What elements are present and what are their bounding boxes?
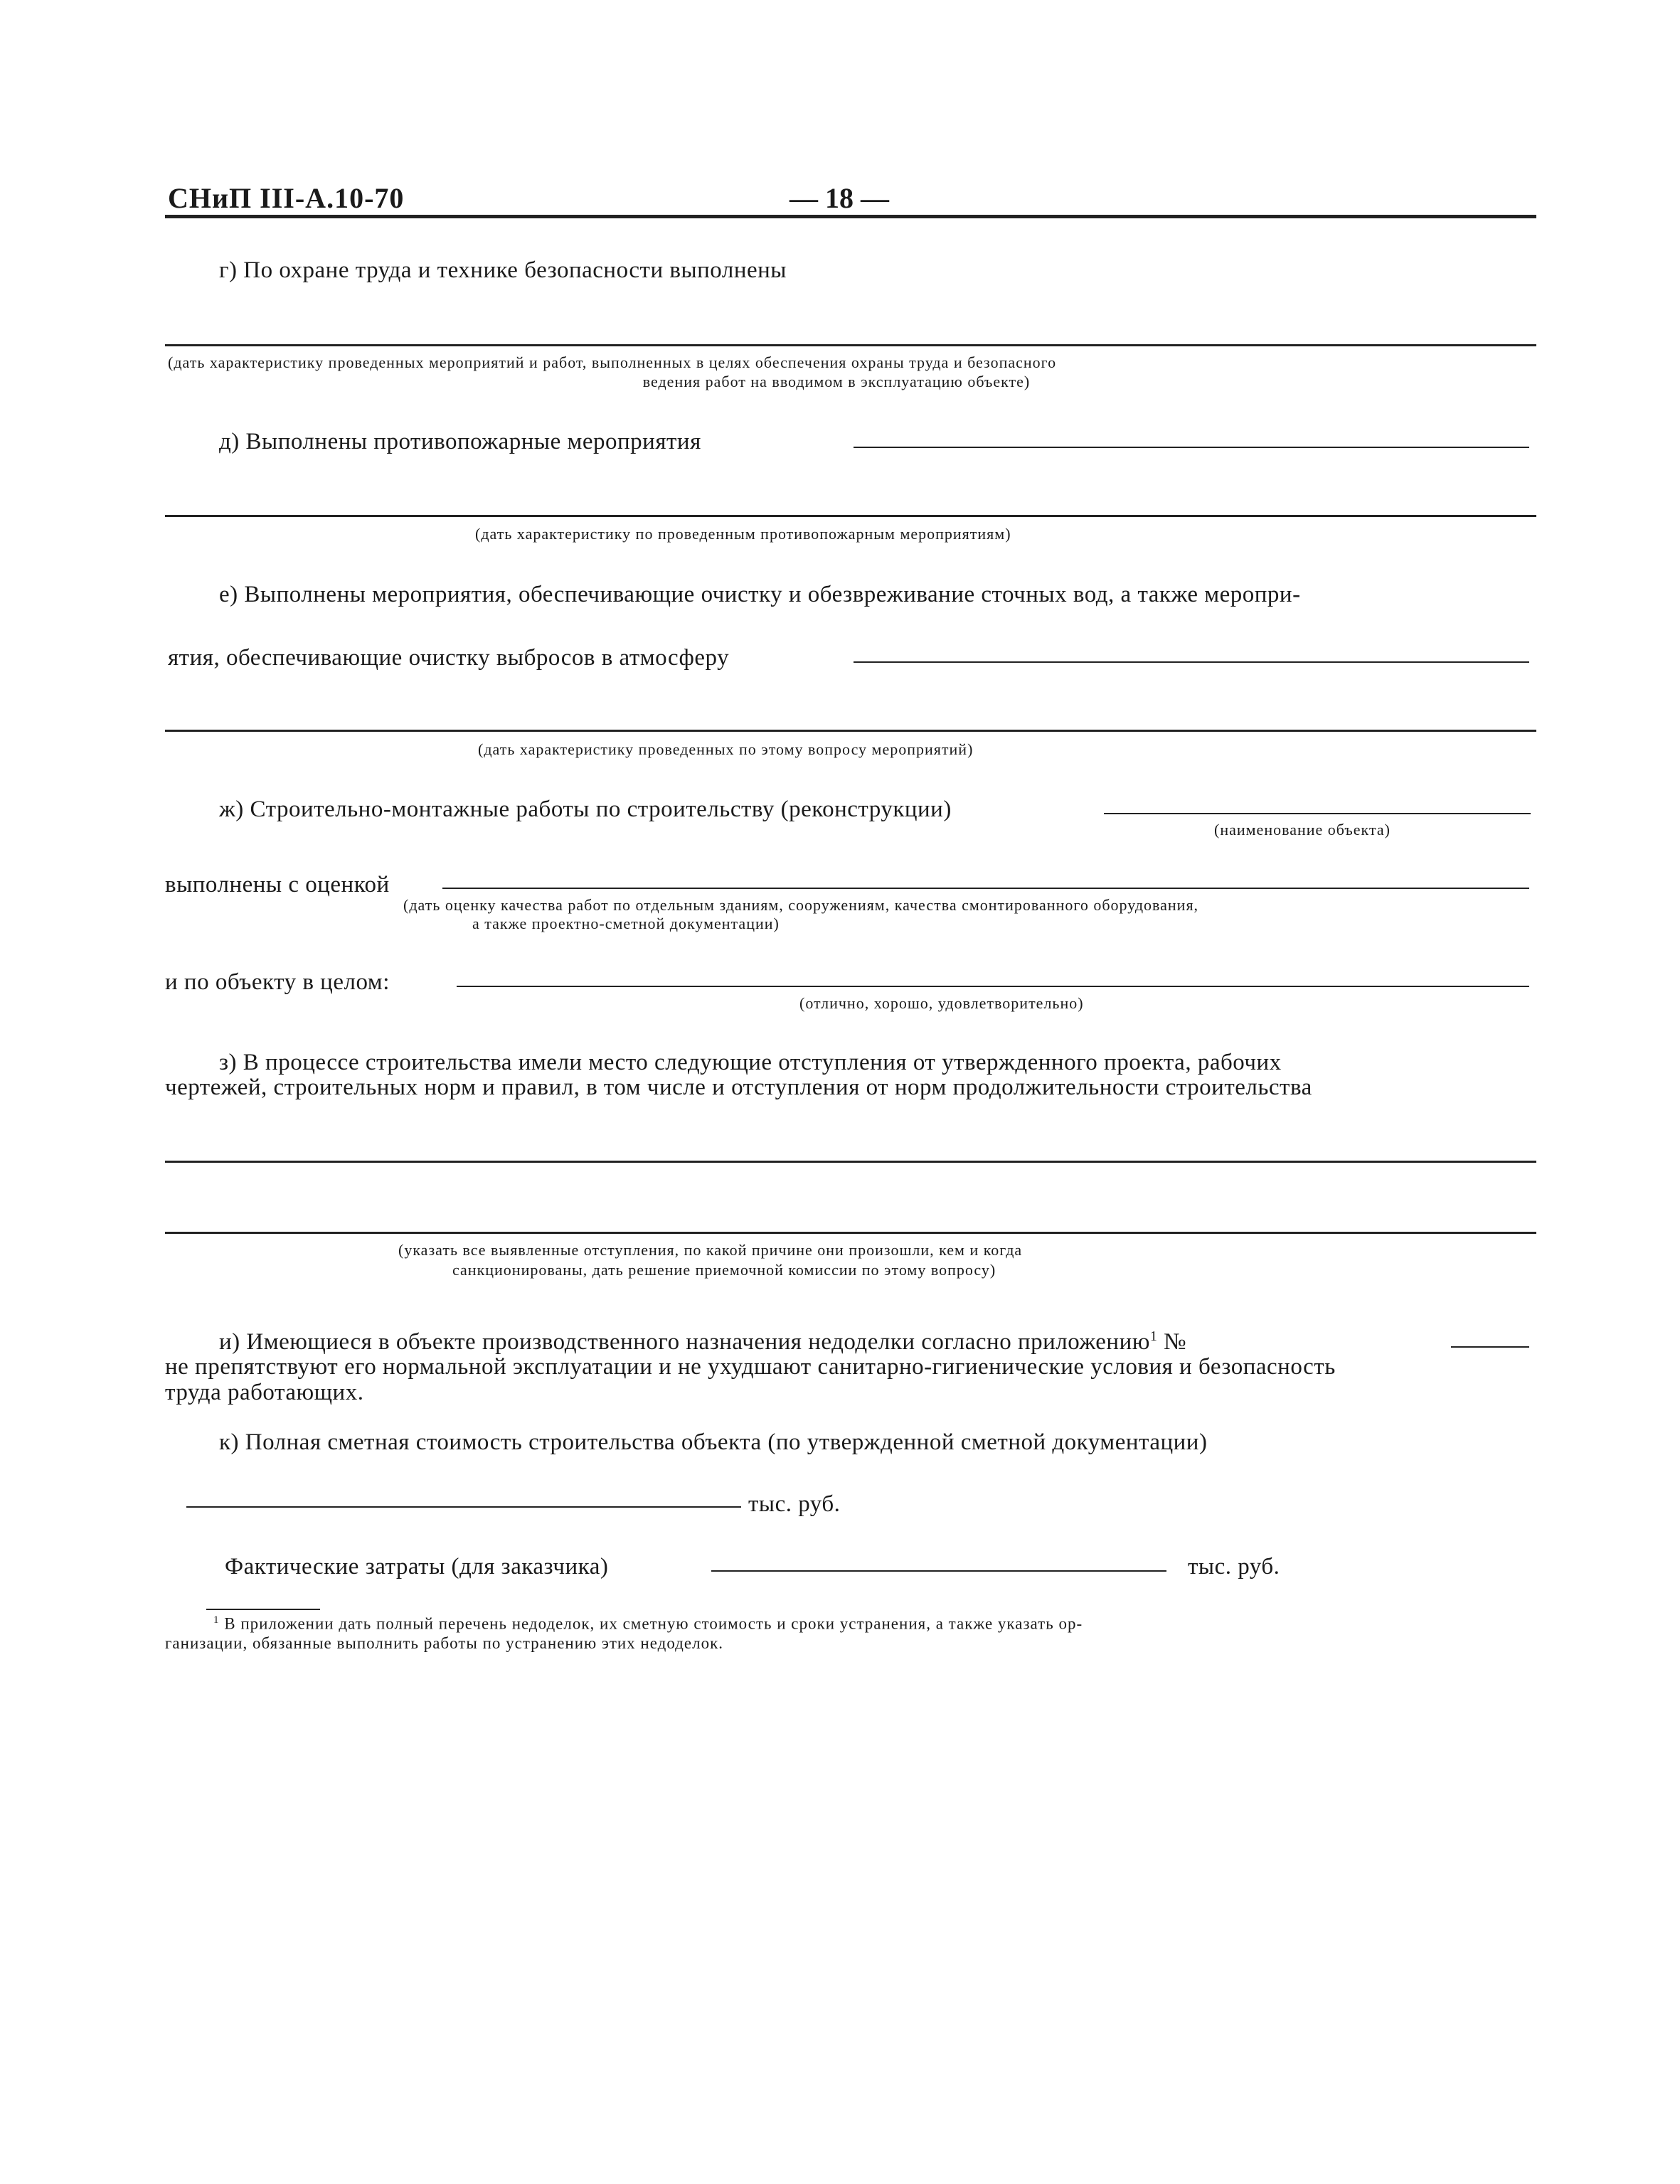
item-k-unit-2: тыс. руб. <box>1188 1554 1280 1580</box>
item-zh-overall-label: и по объекту в целом: <box>165 969 390 995</box>
item-k-actual-label: Фактические затраты (для заказчика) <box>225 1554 609 1580</box>
item-g-line[interactable] <box>165 344 1536 346</box>
footnote-line-1: $^1$ В приложении дать полный перечень недоделок, их сметную стоимость и сроки устранения, а также указать ор- <box>213 1614 1083 1633</box>
item-zh-done-note-2: а также проектно-сметной документации) <box>472 915 780 932</box>
item-i-text-1: и) Имеющиеся в объекте производственного назначения недоделки согласно приложению$^1$ № <box>219 1328 1187 1355</box>
document-code: СНиП III-А.10-70 <box>168 182 405 214</box>
page-number: — 18 — <box>790 182 889 214</box>
item-zh-overall-note: (отлично, хорошо, удовлетворительно) <box>799 994 1084 1012</box>
item-z-text-2: чертежей, строительных норм и правил, в том числе и отступления от норм продолжительности строительства <box>165 1075 1312 1100</box>
item-g-text: г) По охране труда и технике безопасности выполнены <box>219 257 787 283</box>
item-zh-object-note: (наименование объекта) <box>1214 821 1391 838</box>
item-zh-text: ж) Строительно-монтажные работы по строительству (реконструкции) <box>219 797 952 822</box>
footnote-ref: 1 <box>1149 1328 1158 1344</box>
header-rule <box>165 215 1536 218</box>
item-e-text-1: е) Выполнены мероприятия, обеспечивающие очистку и обезвреживание сточных вод, а также меропри- <box>219 582 1301 607</box>
item-z-note-2: санкционированы, дать решение приемочной комиссии по этому вопросу) <box>452 1261 996 1279</box>
item-e-text-2: ятия, обеспечивающие очистку выбросов в атмосферу <box>168 645 730 671</box>
item-k-cost-line[interactable] <box>186 1506 741 1508</box>
item-zh-done-line[interactable] <box>442 888 1529 889</box>
item-i-number-line[interactable] <box>1451 1346 1529 1348</box>
item-k-text: к) Полная сметная стоимость строительства объекта (по утвержденной сметной документации) <box>219 1429 1208 1455</box>
number-sign: № <box>1164 1329 1187 1355</box>
item-e-inline-line[interactable] <box>854 661 1529 663</box>
item-z-line-2[interactable] <box>165 1232 1536 1234</box>
footnote-rule <box>206 1609 320 1610</box>
item-d-inline-line[interactable] <box>854 447 1529 448</box>
footnote-line-2: ганизации, обязанные выполнить работы по устранению этих недоделок. <box>165 1634 723 1652</box>
item-i-text-2: не препятствуют его нормальной эксплуатации и не ухудшают санитарно-гигиенические условия и безопасность <box>165 1354 1336 1380</box>
item-k-actual-line[interactable] <box>711 1570 1166 1572</box>
item-z-line-1[interactable] <box>165 1161 1536 1163</box>
item-g-note-1: (дать характеристику проведенных мероприятий и работ, выполненных в целях обеспечения охраны труда и безопасного <box>168 353 1057 371</box>
item-zh-object-line[interactable] <box>1104 813 1531 814</box>
item-zh-done-note-1: (дать оценку качества работ по отдельным зданиям, сооружениям, качества смонтированного оборудования, <box>403 896 1199 914</box>
item-zh-overall-line[interactable] <box>457 986 1529 987</box>
item-g-note-2: ведения работ на вводимом в эксплуатацию объекте) <box>642 373 1031 390</box>
item-z-note-1: (указать все выявленные отступления, по какой причине они произошли, кем и когда <box>398 1241 1023 1259</box>
item-k-unit-1: тыс. руб. <box>748 1491 841 1517</box>
item-d-note: (дать характеристику по проведенным противопожарным мероприятиям) <box>475 525 1011 543</box>
item-z-text-1: з) В процессе строительства имели место следующие отступления от утвержденного проекта, рабочих <box>219 1050 1282 1075</box>
item-d-line[interactable] <box>165 515 1536 517</box>
item-zh-done-label: выполнены с оценкой <box>165 872 390 897</box>
item-i-text-3: труда работающих. <box>165 1380 364 1405</box>
item-e-line[interactable] <box>165 730 1536 732</box>
item-e-note: (дать характеристику проведенных по этому вопросу мероприятий) <box>478 740 974 758</box>
item-d-text: д) Выполнены противопожарные мероприятия <box>219 429 701 454</box>
